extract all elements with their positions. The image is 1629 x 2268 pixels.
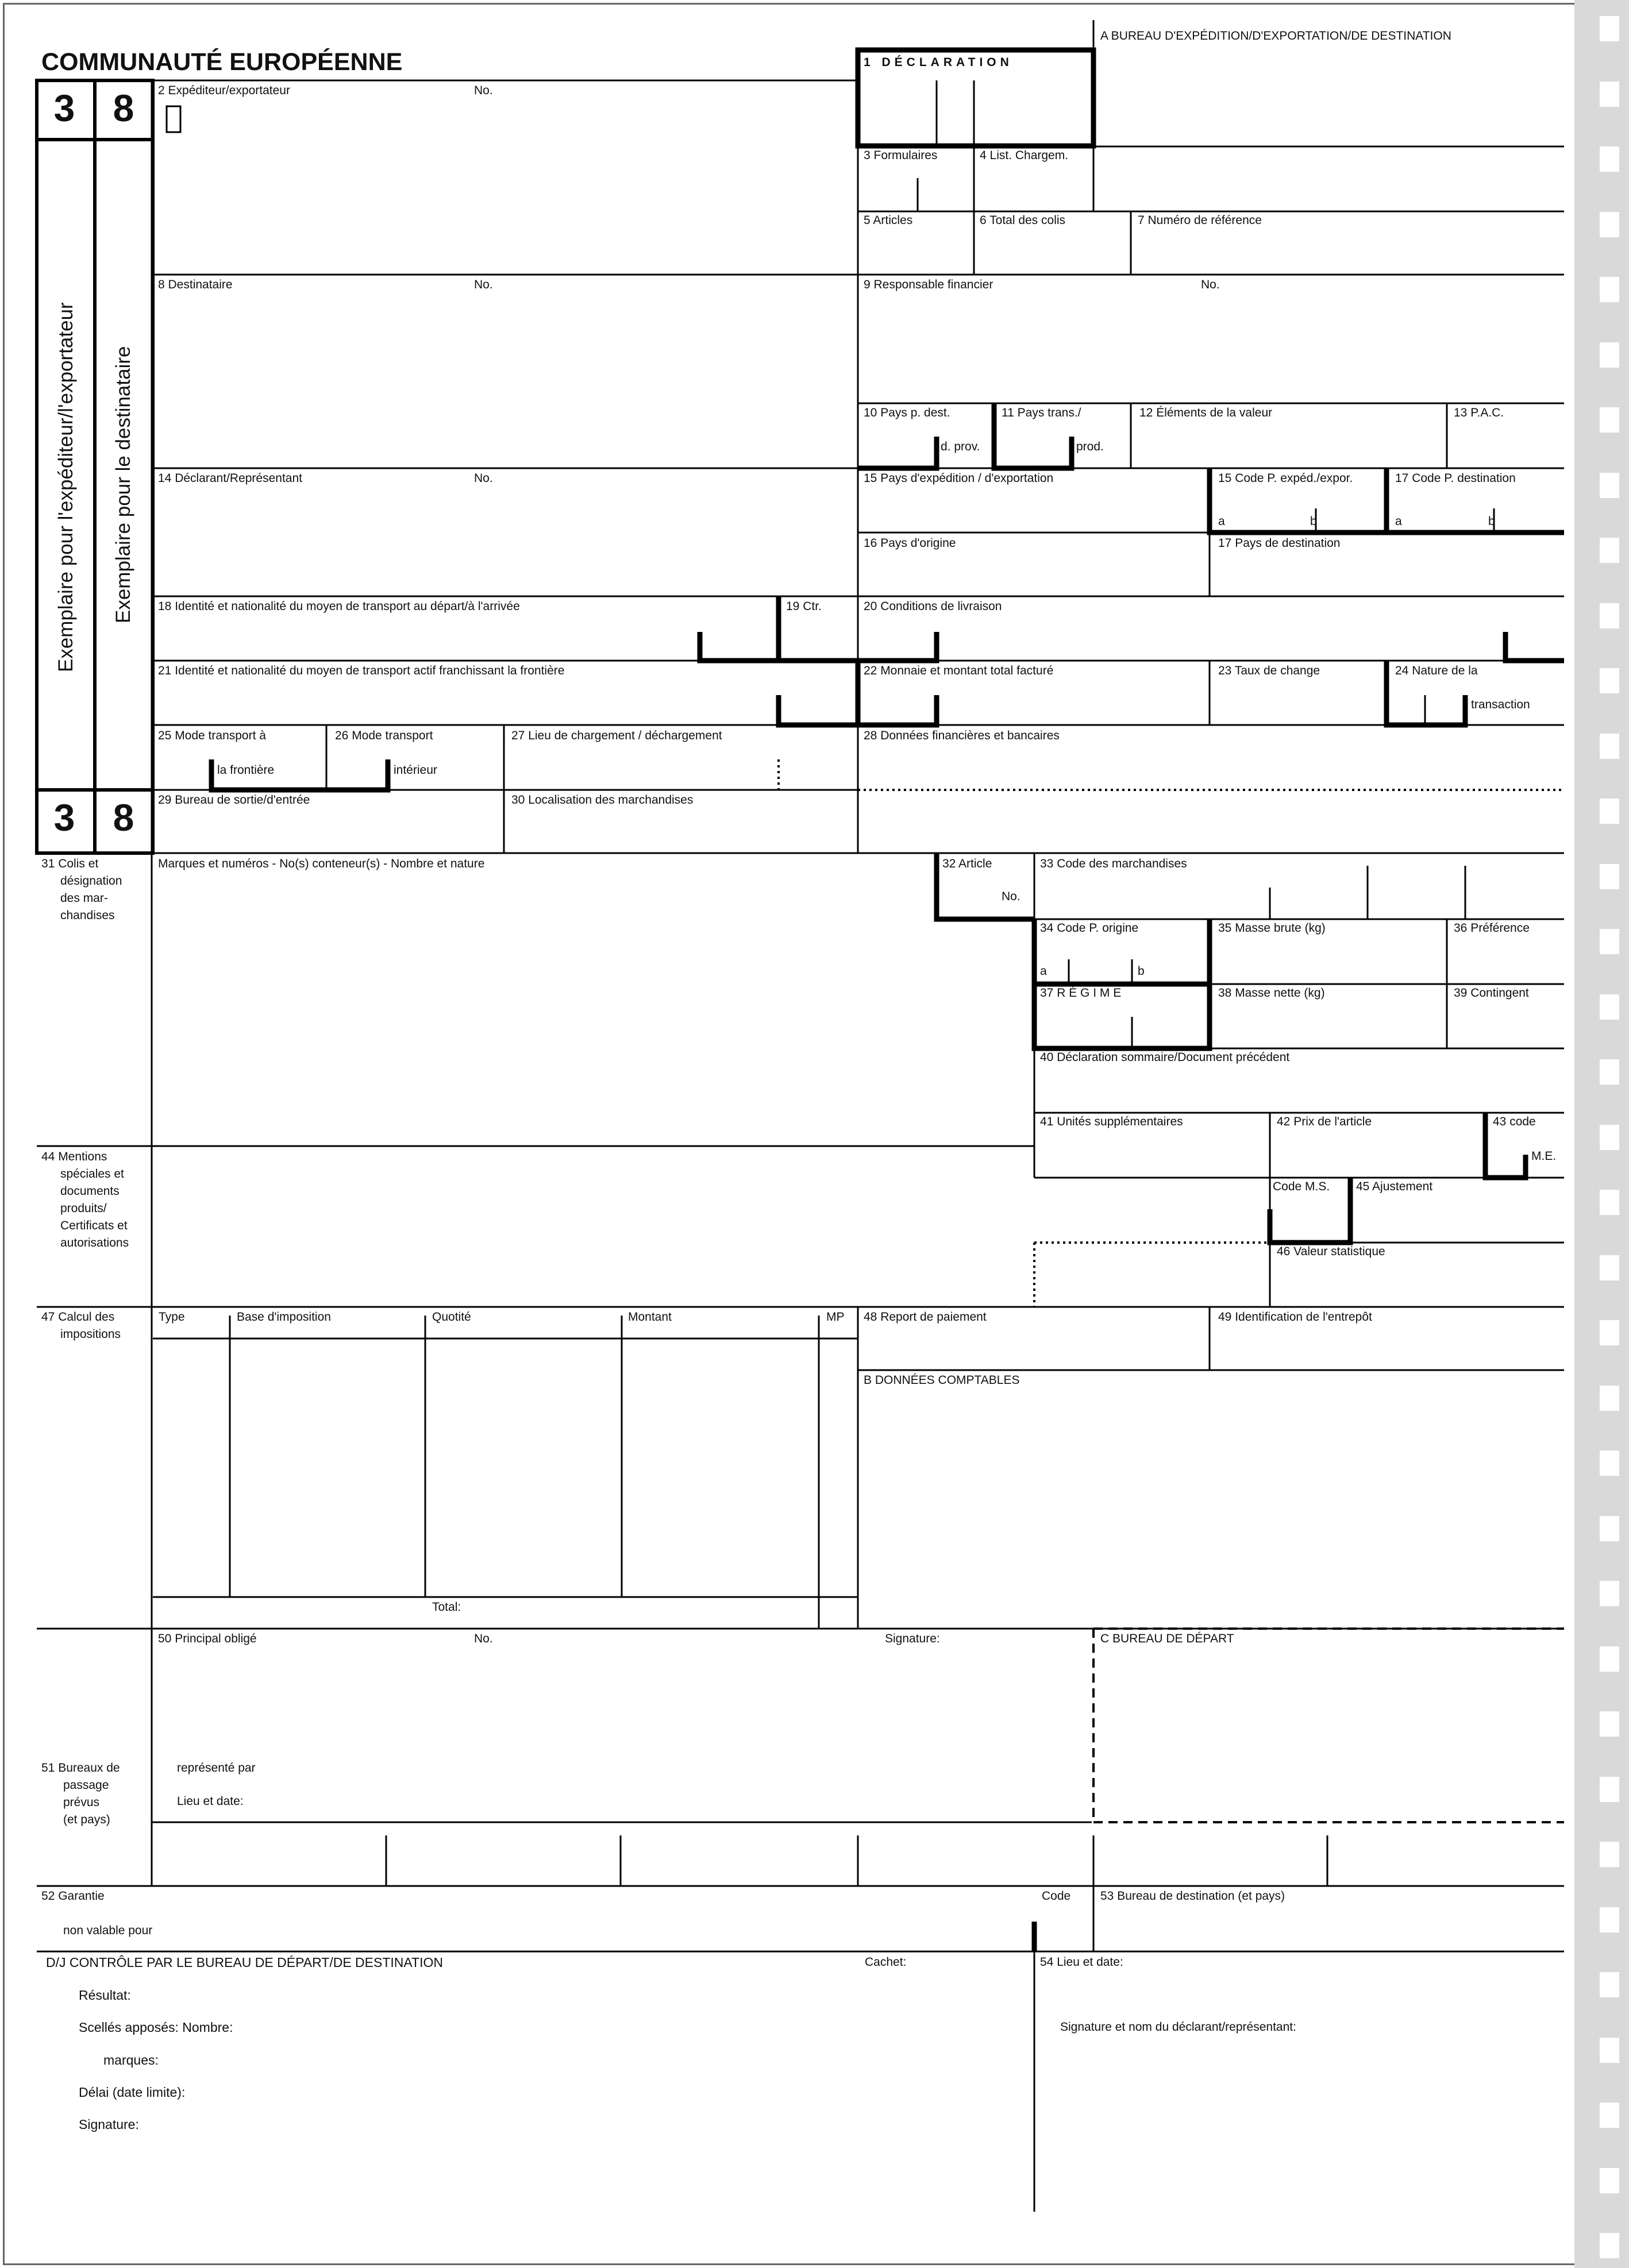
box-6-label: 6 Total des colis bbox=[980, 214, 1066, 227]
box-29-label: 29 Bureau de sortie/d'entrée bbox=[158, 793, 310, 807]
box-46-label: 46 Valeur statistique bbox=[1277, 1245, 1385, 1258]
box-25-label: 25 Mode transport à bbox=[158, 729, 266, 742]
box-10-label: 10 Pays p. dest. bbox=[864, 406, 950, 419]
box-b-label: B DONNÉES COMPTABLES bbox=[864, 1374, 1020, 1387]
no-label: No. bbox=[474, 1632, 493, 1645]
box-50-label: 50 Principal obligé bbox=[158, 1632, 257, 1645]
box-54-label: 54 Lieu et date: bbox=[1040, 1955, 1123, 1969]
box-17-label: 17 Pays de destination bbox=[1218, 537, 1341, 550]
sub-b-label: b bbox=[1138, 965, 1145, 978]
represented-label: représenté par bbox=[177, 1761, 256, 1775]
box-17-code-label: 17 Code P. destination bbox=[1395, 472, 1516, 485]
signature-label: Signature: bbox=[885, 1632, 940, 1645]
box-31-label-line: 31 Colis et bbox=[41, 857, 99, 870]
dj-marks-label: marques: bbox=[103, 2053, 159, 2068]
side-label-consignee: Exemplaire pour le destinataire bbox=[112, 346, 134, 623]
sub-b-label: b bbox=[1310, 515, 1317, 528]
box-14-label: 14 Déclarant/Représentant bbox=[158, 472, 302, 485]
box-c-label: C BUREAU DE DÉPART bbox=[1100, 1632, 1234, 1645]
box-31-label-line: désignation bbox=[60, 874, 122, 888]
sub-a-label: a bbox=[1218, 515, 1225, 528]
box-54-signature-label: Signature et nom du déclarant/représentant: bbox=[1060, 2020, 1296, 2034]
box-40-label: 40 Déclaration sommaire/Document précédent bbox=[1040, 1051, 1290, 1064]
box-44-label-line: documents bbox=[60, 1185, 120, 1198]
place-date-label: Lieu et date: bbox=[177, 1795, 244, 1808]
box-41-label: 41 Unités supplémentaires bbox=[1040, 1115, 1183, 1128]
box-33-label: 33 Code des marchandises bbox=[1040, 857, 1187, 870]
box-26-label: 26 Mode transport bbox=[335, 729, 433, 742]
box-11b-label: prod. bbox=[1076, 440, 1104, 453]
box-24-label: 24 Nature de la bbox=[1395, 664, 1478, 677]
box-52b-label: non valable pour bbox=[63, 1924, 153, 1937]
box-21-label: 21 Identité et nationalité du moyen de transport actif franchissant la frontière bbox=[158, 664, 565, 677]
box-51-label-line: 51 Bureaux de bbox=[41, 1761, 120, 1775]
box-20-label: 20 Conditions de livraison bbox=[864, 600, 1002, 613]
cachet-label: Cachet: bbox=[865, 1955, 907, 1969]
dj-seals-label: Scellés apposés: Nombre: bbox=[79, 2020, 233, 2035]
box-30-label: 30 Localisation des marchandises bbox=[511, 793, 694, 807]
box-16-label: 16 Pays d'origine bbox=[864, 537, 956, 550]
box-51-label-line: prévus bbox=[63, 1796, 100, 1809]
box-42-label: 42 Prix de l'article bbox=[1277, 1115, 1372, 1128]
tax-header-rate: Quotité bbox=[432, 1310, 471, 1324]
box-34-label: 34 Code P. origine bbox=[1040, 921, 1139, 935]
box-37-label: 37 R É G I M E bbox=[1040, 986, 1122, 1000]
tax-header-type: Type bbox=[159, 1310, 185, 1324]
box-31-label-line: chandises bbox=[60, 909, 115, 922]
box-51-label-line: (et pays) bbox=[63, 1813, 110, 1826]
box-51-label-line: passage bbox=[63, 1779, 109, 1792]
box-39-label: 39 Contingent bbox=[1454, 986, 1529, 1000]
box-3-label: 3 Formulaires bbox=[864, 149, 938, 162]
box-35-label: 35 Masse brute (kg) bbox=[1218, 921, 1326, 935]
side-label-exporter: Exemplaire pour l'expéditeur/l'exportateur bbox=[55, 302, 77, 672]
box-24b-label: transaction bbox=[1471, 698, 1530, 711]
box-7-label: 7 Numéro de référence bbox=[1138, 214, 1262, 227]
dj-result-label: Résultat: bbox=[79, 1988, 131, 2003]
box-36-label: 36 Préférence bbox=[1454, 921, 1530, 935]
box-43-label: 43 code bbox=[1493, 1115, 1536, 1128]
no-label: No. bbox=[474, 472, 493, 485]
form-title: COMMUNAUTÉ EUROPÉENNE bbox=[41, 48, 403, 76]
total-label: Total: bbox=[432, 1600, 461, 1614]
box-dj-label: D/J CONTRÔLE PAR LE BUREAU DE DÉPART/DE DESTINATION bbox=[46, 1955, 443, 1970]
no-label: No. bbox=[474, 84, 493, 97]
box-23-label: 23 Taux de change bbox=[1218, 664, 1320, 677]
box-47-label-line: impositions bbox=[60, 1328, 121, 1341]
box-15-label: 15 Pays d'expédition / d'exportation bbox=[864, 472, 1054, 485]
box-25b-label: la frontière bbox=[217, 763, 275, 777]
box-52-label: 52 Garantie bbox=[41, 1889, 105, 1903]
box-32-label: 32 Article bbox=[942, 857, 992, 870]
tax-header-base: Base d'imposition bbox=[237, 1310, 331, 1324]
sub-b-label: b bbox=[1488, 515, 1495, 528]
box-2-label: 2 Expéditeur/exportateur bbox=[158, 84, 290, 97]
tax-header-amount: Montant bbox=[628, 1310, 672, 1324]
box-44-label-line: autorisations bbox=[60, 1236, 129, 1249]
code-label: Code bbox=[1042, 1889, 1071, 1903]
sub-a-label: a bbox=[1395, 515, 1402, 528]
box-44-label-line: spéciales et bbox=[60, 1167, 124, 1181]
box-44-label-line: 44 Mentions bbox=[41, 1150, 107, 1163]
box-48-label: 48 Report de paiement bbox=[864, 1310, 987, 1324]
box-27-label: 27 Lieu de chargement / déchargement bbox=[511, 729, 722, 742]
no-label: No. bbox=[474, 278, 493, 291]
box-5-label: 5 Articles bbox=[864, 214, 913, 227]
box-12-label: 12 Éléments de la valeur bbox=[1139, 406, 1273, 419]
box-22-label: 22 Monnaie et montant total facturé bbox=[864, 664, 1054, 677]
box-49-label: 49 Identification de l'entrepôt bbox=[1218, 1310, 1372, 1324]
box-26b-label: intérieur bbox=[394, 763, 437, 777]
tax-header-mp: MP bbox=[826, 1310, 845, 1324]
box-15-code-label: 15 Code P. expéd./expor. bbox=[1218, 472, 1353, 485]
box-38-label: 38 Masse nette (kg) bbox=[1218, 986, 1325, 1000]
box-45-label: 45 Ajustement bbox=[1356, 1180, 1433, 1193]
box-19-label: 19 Ctr. bbox=[786, 600, 822, 613]
box-53-label: 53 Bureau de destination (et pays) bbox=[1100, 1889, 1285, 1903]
code-ms-label: Code M.S. bbox=[1273, 1180, 1330, 1193]
box-4-label: 4 List. Chargem. bbox=[980, 149, 1069, 162]
box-44-label-line: Certificats et bbox=[60, 1219, 128, 1232]
copy-number: 3 bbox=[53, 87, 75, 129]
dj-deadline-label: Délai (date limite): bbox=[79, 2085, 186, 2100]
no-label: No. bbox=[1201, 278, 1220, 291]
box-44-label-line: produits/ bbox=[60, 1202, 107, 1215]
box-13-label: 13 P.A.C. bbox=[1454, 406, 1504, 419]
box-31-text: Marques et numéros - No(s) conteneur(s) - Nombre et nature bbox=[158, 857, 485, 870]
box-1-label: 1 DÉCLARATION bbox=[864, 56, 1013, 69]
sub-a-label: a bbox=[1040, 965, 1047, 978]
dj-signature-label: Signature: bbox=[79, 2117, 139, 2132]
box-28-label: 28 Données financières et bancaires bbox=[864, 729, 1060, 742]
copy-number: 8 bbox=[113, 796, 134, 839]
box-9-label: 9 Responsable financier bbox=[864, 278, 993, 291]
copy-number: 3 bbox=[53, 796, 75, 839]
box-43b-label: M.E. bbox=[1531, 1150, 1557, 1163]
box-11-label: 11 Pays trans./ bbox=[1002, 406, 1081, 419]
box-10b-label: d. prov. bbox=[941, 440, 980, 453]
box-a-label: A BUREAU D'EXPÉDITION/D'EXPORTATION/DE DESTINATION bbox=[1100, 29, 1451, 43]
box-18-label: 18 Identité et nationalité du moyen de transport au départ/à l'arrivée bbox=[158, 600, 520, 613]
box-8-label: 8 Destinataire bbox=[158, 278, 233, 291]
box-47-label-line: 47 Calcul des bbox=[41, 1310, 115, 1324]
box-31-label-line: des mar- bbox=[60, 892, 108, 905]
copy-number: 8 bbox=[113, 87, 134, 129]
box-32b-label: No. bbox=[1002, 890, 1020, 903]
